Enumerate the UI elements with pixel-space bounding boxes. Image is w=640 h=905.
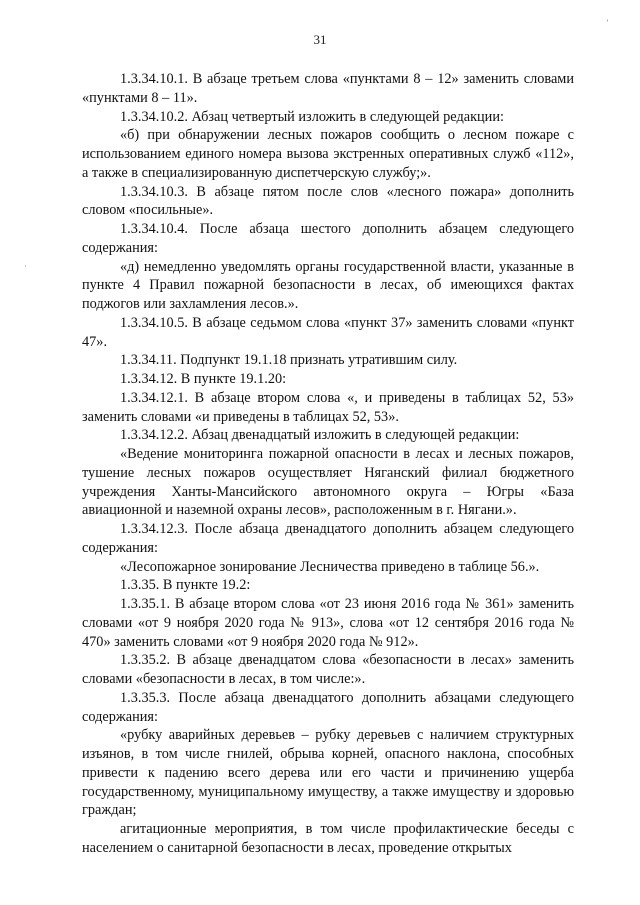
paragraph-1-3-34-10-4: 1.3.34.10.4. После абзаца шестого дополнить абзацем следующего содержания:: [82, 221, 574, 256]
quoted-paragraph-zoning: «Лесопожарное зонирование Лесничества приведено в таблице 56.».: [120, 558, 540, 575]
document-body: [82, 70, 574, 858]
scan-speck: ·: [24, 262, 27, 271]
paragraph-1-3-34-12: 1.3.34.12. В пункте 19.1.20:: [120, 371, 287, 387]
paragraph-1-3-34-12-2: 1.3.34.12.2. Абзац двенадцатый изложить в следующей редакции:: [120, 427, 520, 444]
quoted-paragraph-b: «б) при обнаружении лесных пожаров сообщить о лесном пожаре с использованием единого номера вызова экстренных оперативных служб «112», а также в специализированную диспетчерскую службу;».: [82, 127, 574, 181]
paragraph-agitation: агитационные мероприятия, в том числе профилактические беседы с населением о санитарной безопасности в лесах, проведение открытых: [82, 821, 574, 856]
scan-speck: ʼ: [606, 18, 609, 27]
page-number: 31: [313, 32, 327, 47]
quoted-paragraph-tree-felling: «рубку аварийных деревьев – рубку деревьев с наличием структурных изъянов, в том числе гнилей, обрыва корней, опасного наклона, способных привести к падению всего дерева или его части и причинению ущерба государственному, муниципальному имуществу, а также имуществу и здоровью граждан;: [82, 727, 574, 819]
paragraph-1-3-34-10-2: 1.3.34.10.2. Абзац четвертый изложить в следующей редакции:: [120, 108, 504, 125]
paragraph-1-3-34-10-1: 1.3.34.10.1. В абзаце третьем слова «пунктами 8 – 12» заменить словами «пунктами 8 – 11».: [82, 71, 574, 106]
quoted-paragraph-d: «д) немедленно уведомлять органы государственной власти, указанные в пункте 4 Правил пожарной безопасности в лесах, об имеющихся фактах поджогов или захламления лесов.».: [82, 258, 574, 312]
paragraph-1-3-34-12-3: 1.3.34.12.3. После абзаца двенадцатого дополнить абзацем следующего содержания:: [82, 521, 574, 556]
paragraph-1-3-35-3: 1.3.35.3. После абзаца двенадцатого дополнить абзацами следующего содержания:: [82, 689, 574, 725]
paragraph-1-3-35: 1.3.35. В пункте 19.2:: [120, 577, 251, 594]
paragraph-1-3-35-1: 1.3.35.1. В абзаце втором слова «от 23 июня 2016 года № 361» заменить словами «от 9 ноября 2020 года № 913», слова «от 12 сентября 2016 года № 470» заменить словами «от 9 ноября 2020 года № 912».: [82, 596, 574, 650]
paragraph-1-3-34-12-1: 1.3.34.12.1. В абзаце втором слова «, и приведены в таблицах 52, 53» заменить словами «и приведены в таблицах 52, 53».: [82, 389, 574, 425]
paragraph-1-3-35-2: 1.3.35.2. В абзаце двенадцатом слова «безопасности в лесах» заменить словами «безопасности в лесах, в том числе:».: [82, 652, 574, 687]
quoted-paragraph-monitoring: «Ведение мониторинга пожарной опасности в лесах и лесных пожаров, тушение лесных пожаров осуществляет Няганский филиал бюджетного учреждения Ханты-Мансийского автономного округа – Югры «База авиационной и наземной охраны лесов», расположенным в г. Нягани.».: [82, 446, 574, 519]
paragraph-1-3-34-11: 1.3.34.11. Подпункт 19.1.18 признать утратившим силу.: [120, 352, 458, 369]
paragraph-1-3-34-10-3: 1.3.34.10.3. В абзаце пятом после слов «лесного пожара» дополнить словом «посильные».: [82, 183, 574, 219]
paragraph-1-3-34-10-5: 1.3.34.10.5. В абзаце седьмом слова «пункт 37» заменить словами «пункт 47».: [82, 314, 574, 350]
